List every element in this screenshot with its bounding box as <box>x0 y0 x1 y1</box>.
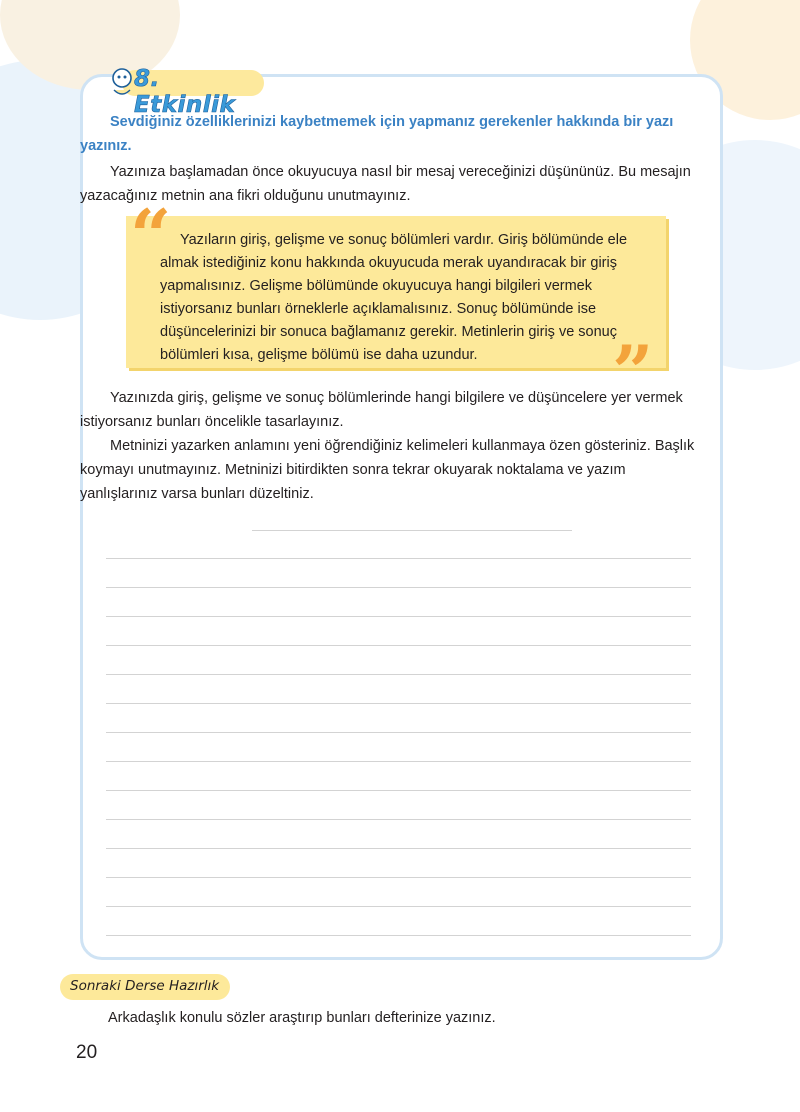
writing-line[interactable] <box>106 616 691 617</box>
writing-line[interactable] <box>106 761 691 762</box>
open-quote-icon: “ <box>130 193 172 278</box>
activity-task: Sevdiğiniz özelliklerinizi kaybetmemek için yapmanız gerekenler hakkında bir yazı yazınız. <box>80 114 674 154</box>
writing-line[interactable] <box>106 819 691 820</box>
writing-line[interactable] <box>106 906 691 907</box>
writing-line[interactable] <box>106 703 691 704</box>
next-lesson-text: Arkadaşlık konulu sözler araştırıp bunları defterinize yazınız. <box>108 1010 496 1026</box>
mascot-icon <box>108 66 136 98</box>
writing-line[interactable] <box>106 877 691 878</box>
writing-line[interactable] <box>106 935 691 936</box>
activity-badge <box>108 66 268 118</box>
writing-line[interactable] <box>106 732 691 733</box>
close-quote-icon: ” <box>612 329 654 414</box>
writing-line[interactable] <box>106 558 691 559</box>
quote-text: Yazıların giriş, gelişme ve sonuç bölümleri vardır. Giriş bölümünde ele almak istediğiniz konu hakkında okuyucuda merak uyandıracak bir giriş yapmalısınız. Gelişme bölümünde okuyucuya hangi bilgileri vermek istiyorsanız bunları örneklerle açıklamalısınız. Sonuç bölümünde ise düşüncelerinizi bir sonuca bağlamanız gerekir. Metinlerin giriş ve sonuç bölümleri kısa, gelişme bölümü ise daha uzundur. <box>160 232 628 363</box>
writing-line[interactable] <box>106 674 691 675</box>
next-lesson-title: Sonraki Derse Hazırlık <box>70 978 220 994</box>
writing-line[interactable] <box>106 848 691 849</box>
writing-line[interactable] <box>106 790 691 791</box>
paragraph-2: Yazınızda giriş, gelişme ve sonuç bölümlerinde hangi bilgilere ve düşüncelere yer vermek istiyorsanız bunları öncelikle tasarlayınız. <box>80 390 683 430</box>
page-number: 20 <box>76 1042 98 1063</box>
activity-title: 8. Etkinlik <box>134 66 236 118</box>
writing-line[interactable] <box>106 587 691 588</box>
paragraph-3: Metninizi yazarken anlamını yeni öğrendiğiniz kelimeleri kullanmaya özen gösteriniz. Başlık koymayı unutmayınız. Metninizi bitirdikten sonra tekrar okuyarak noktalama ve yazım yanlışlarınız varsa bunları düzeltiniz. <box>80 438 695 502</box>
title-line[interactable] <box>252 530 572 531</box>
writing-line[interactable] <box>106 645 691 646</box>
intro-paragraph: Yazınıza başlamadan önce okuyucuya nasıl bir mesaj vereceğinizi düşününüz. Bu mesajın yazacağınız metnin ana fikri olduğunu unutmayınız. <box>80 164 691 204</box>
